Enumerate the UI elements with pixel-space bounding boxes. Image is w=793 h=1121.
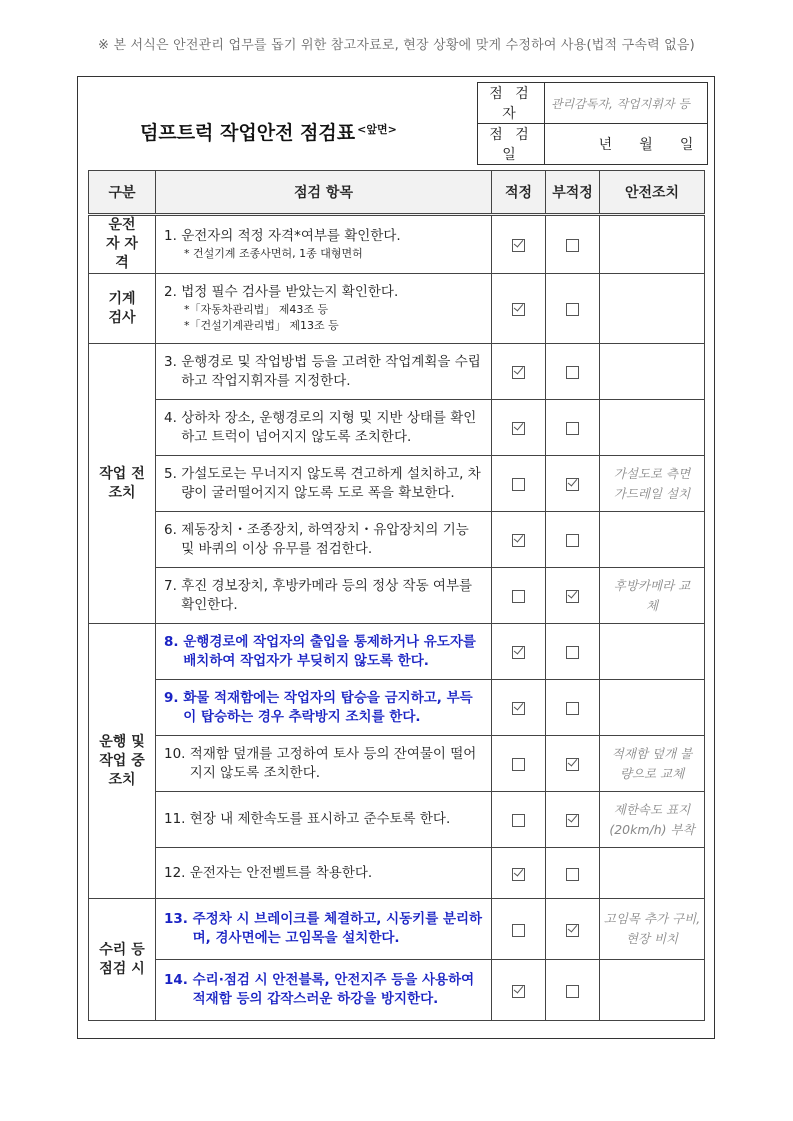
pass-checkbox[interactable] <box>492 792 546 848</box>
pass-checkbox[interactable] <box>492 400 546 456</box>
item-cell: 13. 주정차 시 브레이크를 체결하고, 시동키를 분리하며, 경사면에는 고임목을 설치한다. <box>156 899 492 960</box>
category-cell: 운행 및 작업 중 조치 <box>89 624 156 899</box>
header-pass: 적정 <box>492 171 546 215</box>
action-cell[interactable] <box>600 624 705 680</box>
checked-icon <box>566 814 579 827</box>
date-label: 점 검 일 <box>478 124 545 165</box>
table-row <box>89 960 705 1021</box>
pass-checkbox[interactable] <box>492 274 546 344</box>
fail-checkbox[interactable] <box>546 568 600 624</box>
table-row <box>89 344 705 400</box>
title-suffix: <앞면> <box>357 123 397 136</box>
header-category: 구분 <box>89 171 156 215</box>
unchecked-icon <box>566 366 579 379</box>
inspector-label: 점 검 자 <box>478 83 545 124</box>
date-month: 월 <box>639 137 653 153</box>
action-cell[interactable] <box>600 960 705 1021</box>
header-fail: 부적정 <box>546 171 600 215</box>
item-cell: 7. 후진 경보장치, 후방카메라 등의 정상 작동 여부를 확인한다. <box>156 568 492 624</box>
unchecked-icon <box>566 868 579 881</box>
unchecked-icon <box>512 590 525 603</box>
checked-icon <box>566 758 579 771</box>
action-cell[interactable] <box>600 274 705 344</box>
inspection-info-box <box>477 82 708 165</box>
fail-checkbox[interactable] <box>546 680 600 736</box>
unchecked-icon <box>512 758 525 771</box>
action-cell[interactable] <box>600 344 705 400</box>
action-cell[interactable] <box>600 512 705 568</box>
unchecked-icon <box>566 239 579 252</box>
unchecked-icon <box>566 646 579 659</box>
pass-checkbox[interactable] <box>492 215 546 274</box>
fail-checkbox[interactable] <box>546 792 600 848</box>
item-cell: 14. 수리·점검 시 안전블록, 안전지주 등을 사용하여 적재함 등의 갑작스러운 하강을 방지한다. <box>156 960 492 1021</box>
table-row <box>89 274 705 344</box>
fail-checkbox[interactable] <box>546 848 600 899</box>
action-cell[interactable]: 후방카메라 교체 <box>600 568 705 624</box>
action-cell[interactable]: 가설도로 측면 가드레일 설치 <box>600 456 705 512</box>
action-cell[interactable] <box>600 680 705 736</box>
pass-checkbox[interactable] <box>492 848 546 899</box>
checked-icon <box>512 303 525 316</box>
date-day: 일 <box>679 137 694 153</box>
checked-icon <box>566 924 579 937</box>
checked-icon <box>512 422 525 435</box>
date-year: 년 <box>598 137 613 153</box>
checked-icon <box>512 534 525 547</box>
action-cell[interactable] <box>600 400 705 456</box>
action-cell[interactable] <box>600 848 705 899</box>
fail-checkbox[interactable] <box>546 456 600 512</box>
table-row <box>89 680 705 736</box>
table-row <box>89 624 705 680</box>
header-item: 점검 항목 <box>156 171 492 215</box>
page-title <box>140 118 397 145</box>
checked-icon <box>512 366 525 379</box>
inspector-field[interactable] <box>545 83 708 124</box>
checked-icon <box>512 239 525 252</box>
unchecked-icon <box>512 924 525 937</box>
checklist-table <box>88 170 705 1021</box>
table-row <box>89 899 705 960</box>
table-row <box>89 215 705 274</box>
table-row <box>89 400 705 456</box>
fail-checkbox[interactable] <box>546 400 600 456</box>
fail-checkbox[interactable] <box>546 960 600 1021</box>
header-action: 안전조치 <box>600 171 705 215</box>
fail-checkbox[interactable] <box>546 624 600 680</box>
unchecked-icon <box>566 422 579 435</box>
action-cell[interactable]: 고임목 추가 구비, 현장 비치 <box>600 899 705 960</box>
date-field[interactable] <box>545 124 708 165</box>
item-cell: 1. 운전자의 적정 자격*여부를 확인한다. * 건설기계 조종사면허, 1종 대형면허 <box>156 215 492 274</box>
item-cell: 9. 화물 적재함에는 작업자의 탑승을 금지하고, 부득이 탑승하는 경우 추락방지 조치를 한다. <box>156 680 492 736</box>
title-text: 덤프트럭 작업안전 점검표 <box>140 122 356 144</box>
fail-checkbox[interactable] <box>546 215 600 274</box>
category-cell: 수리 등 점검 시 <box>89 899 156 1021</box>
action-cell[interactable] <box>600 215 705 274</box>
table-header <box>89 171 705 215</box>
unchecked-icon <box>566 303 579 316</box>
checked-icon <box>512 646 525 659</box>
checked-icon <box>512 985 525 998</box>
item-cell: 6. 제동장치・조종장치, 하역장치・유압장치의 기능 및 바퀴의 이상 유무를 점검한다. <box>156 512 492 568</box>
unchecked-icon <box>566 985 579 998</box>
pass-checkbox[interactable] <box>492 960 546 1021</box>
fail-checkbox[interactable] <box>546 344 600 400</box>
pass-checkbox[interactable] <box>492 344 546 400</box>
item-cell: 8. 운행경로에 작업자의 출입을 통제하거나 유도자를 배치하여 작업자가 부딪히지 않도록 한다. <box>156 624 492 680</box>
action-cell[interactable]: 적재함 덮개 불량으로 교체 <box>600 736 705 792</box>
pass-checkbox[interactable] <box>492 456 546 512</box>
category-cell: 작업 전 조치 <box>89 344 156 624</box>
unchecked-icon <box>512 814 525 827</box>
unchecked-icon <box>512 478 525 491</box>
item-cell: 2. 법정 필수 검사를 받았는지 확인한다. *「자동차관리법」 제43조 등 *「건설기계관리법」 제13조 등 <box>156 274 492 344</box>
table-row <box>89 792 705 848</box>
unchecked-icon <box>566 534 579 547</box>
checked-icon <box>566 590 579 603</box>
pass-checkbox[interactable] <box>492 568 546 624</box>
inspector-hint: 관리감독자, 작업지휘자 등 <box>551 96 690 111</box>
checked-icon <box>512 868 525 881</box>
category-cell: 운전자 자격 <box>89 215 156 274</box>
disclaimer-notice: ※ 본 서식은 안전관리 업무를 돕기 위한 참고자료로, 현장 상황에 맞게 수정하여 사용(법적 구속력 없음) <box>98 38 695 53</box>
pass-checkbox[interactable] <box>492 512 546 568</box>
pass-checkbox[interactable] <box>492 736 546 792</box>
table-row <box>89 848 705 899</box>
item-cell: 11. 현장 내 제한속도를 표시하고 준수토록 한다. <box>156 792 492 848</box>
item-cell: 5. 가설도로는 무너지지 않도록 견고하게 설치하고, 차량이 굴러떨어지지 않도록 도로 폭을 확보한다. <box>156 456 492 512</box>
item-cell: 3. 운행경로 및 작업방법 등을 고려한 작업계획을 수립하고 작업지휘자를 지정한다. <box>156 344 492 400</box>
table-row <box>89 736 705 792</box>
item-cell: 12. 운전자는 안전벨트를 착용한다. <box>156 848 492 899</box>
pass-checkbox[interactable] <box>492 624 546 680</box>
table-row <box>89 512 705 568</box>
fail-checkbox[interactable] <box>546 736 600 792</box>
table-row <box>89 568 705 624</box>
pass-checkbox[interactable] <box>492 680 546 736</box>
category-cell: 기계 검사 <box>89 274 156 344</box>
checked-icon <box>566 478 579 491</box>
item-cell: 10. 적재함 덮개를 고정하여 토사 등의 잔여물이 떨어지지 않도록 조치한다. <box>156 736 492 792</box>
table-row <box>89 456 705 512</box>
item-cell: 4. 상하차 장소, 운행경로의 지형 및 지반 상태를 확인하고 트럭이 넘어지지 않도록 조치한다. <box>156 400 492 456</box>
action-cell[interactable]: 제한속도 표지 (20km/h) 부착 <box>600 792 705 848</box>
fail-checkbox[interactable] <box>546 512 600 568</box>
pass-checkbox[interactable] <box>492 899 546 960</box>
fail-checkbox[interactable] <box>546 274 600 344</box>
checked-icon <box>512 702 525 715</box>
fail-checkbox[interactable] <box>546 899 600 960</box>
unchecked-icon <box>566 702 579 715</box>
